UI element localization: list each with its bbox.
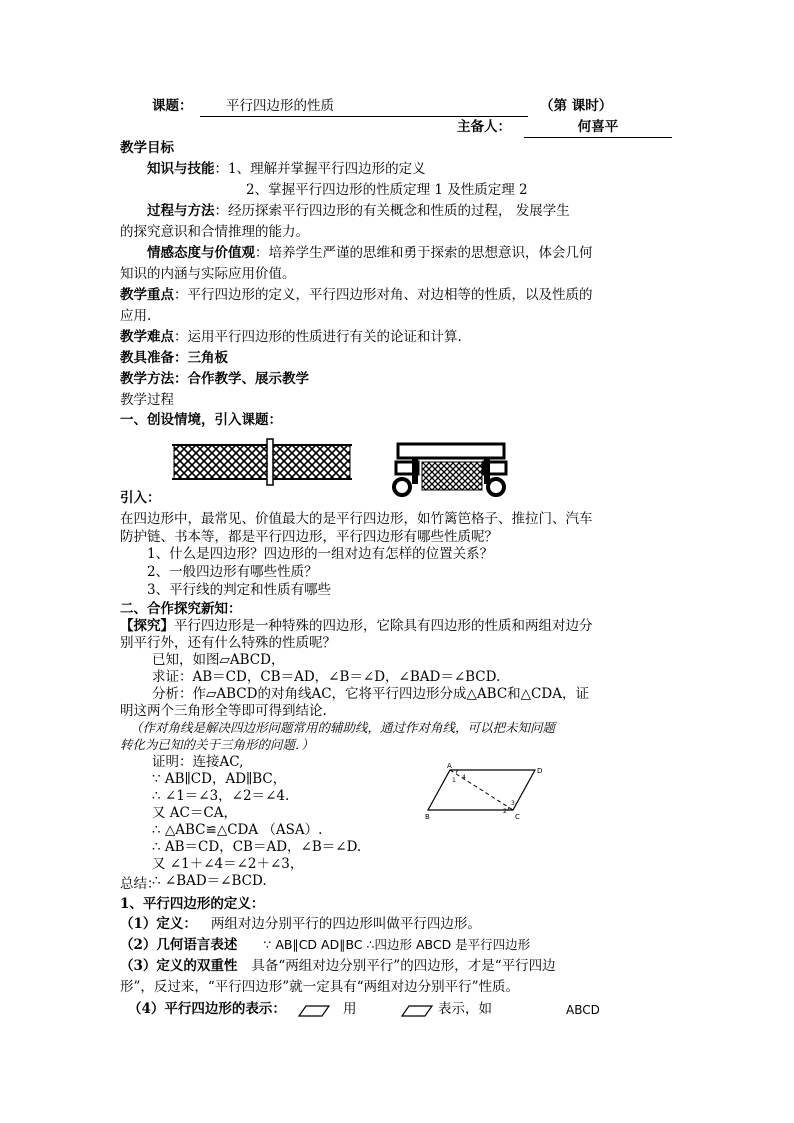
question-3: 3、平行线的判定和性质有哪些	[147, 582, 332, 598]
repr-use: 用	[343, 1001, 357, 1017]
difficulty: ：运用平行四边形的性质进行有关的论证和计算.	[174, 329, 462, 345]
topic-title: 平行四边形的性质	[226, 98, 334, 114]
process-title: 教学过程	[120, 392, 174, 408]
proof-line-4: 又 AC＝CA，	[152, 805, 237, 821]
question-1: 1、什么是四边形？四边形的一组对边有怎样的位置关系？	[147, 546, 494, 562]
explore-a: 平行四边形是一种特殊的四边形，它除具有四边形的性质和两组对边分	[174, 618, 593, 634]
fence-image	[172, 437, 352, 487]
parallelogram-figure	[425, 762, 545, 822]
prove: 求证：AB＝CD，CB＝AD，∠B＝∠D，∠BAD＝∠BCD.	[152, 669, 501, 685]
dual-b: 形”，反过来，“平行四边形”就一定具有“两组对边分别平行”性质。	[120, 979, 520, 995]
proof-line-3: ∴ ∠1＝∠3，∠2＝∠4.	[152, 788, 290, 804]
repr-rest: 表示，如	[438, 1001, 492, 1017]
def-label: （1）定义：	[120, 916, 197, 932]
label-a: A	[447, 762, 452, 770]
preparer-label: 主备人：	[457, 119, 511, 135]
note-a: （作对角线是解决四边形问题常用的辅助线，通过作对角线，可以把未知问题	[130, 720, 556, 735]
emotion-line	[147, 247, 593, 261]
summary-item1: 1、平行四边形的定义：	[120, 896, 265, 912]
geo-label: （2）几何语言表述	[120, 937, 238, 953]
emotion-a: ：培养学生严谨的思维和勇于探索的思想意识，体会几何	[255, 245, 593, 261]
process-line	[147, 205, 570, 219]
intro-p1: 在四边形中，最常见、价值最大的是平行四边形，如竹篱笆格子、推拉门、汽车	[120, 511, 593, 527]
explore-b: 别平行外，还有什么特殊的性质呢？	[120, 635, 336, 651]
proof-line-5: ∴ △ABC≌△CDA （ASA）.	[152, 822, 323, 838]
angle-2: 2	[503, 808, 507, 815]
preparer-name: 何喜平	[524, 121, 672, 138]
knowledge-1: ：1、理解并掌握平行四边形的定义	[214, 161, 426, 177]
repr-label: （4）平行四边形的表示：	[128, 1001, 286, 1017]
analysis-b: 明这两个三角形全等即可得到结论.	[120, 703, 327, 719]
intro-p2: 防护链、书本等，都是平行四边形，平行四边形有哪些性质呢？	[120, 529, 498, 545]
gate-image	[396, 442, 506, 498]
proof-line-1: 证明：连接AC,	[152, 754, 244, 770]
knowledge-line	[147, 163, 426, 177]
intro-label: 引入：	[120, 490, 161, 506]
question-2: 2、一般四边形有哪些性质？	[147, 564, 318, 580]
explore-line	[120, 620, 593, 634]
label-d: D	[537, 767, 543, 775]
process-a: ：经历探索平行四边形的有关概念和性质的过程， 发展学生	[214, 203, 570, 219]
explore-label: 【探究】	[120, 618, 174, 634]
section1-title: 一、创设情境，引入课题：	[120, 412, 282, 428]
goals-title: 教学目标	[120, 140, 174, 156]
geo-text: ∵ AB∥CD AD∥BC ∴四边形 ABCD 是平行四边形	[263, 937, 531, 952]
summary-title: 总结：	[120, 876, 161, 892]
angle-3: 3	[511, 800, 515, 807]
section2-title: 二、合作探究新知：	[120, 601, 242, 617]
analysis-a: 分析：作▱ABCD的对角线AC，它将平行四边形分成△ABC和△CDA，证	[152, 686, 589, 702]
note-b: 转化为已知的关于三角形的问题．）	[120, 737, 314, 752]
parallelogram-symbol-1	[298, 1005, 330, 1017]
focus-line	[120, 289, 593, 303]
dual-a: 具备“两组对边分别平行”的四边形，才是“平行四边	[251, 958, 556, 974]
difficulty-label: 教学难点	[120, 329, 174, 345]
label-b: B	[425, 813, 430, 821]
angle-1: 1	[452, 777, 456, 784]
focus-label: 教学重点	[120, 287, 174, 303]
process-b: 的探究意识和合情推理的能力。	[120, 224, 309, 240]
topic-field	[200, 100, 528, 117]
lesson-number: （第 课时）	[540, 98, 613, 114]
method: 教学方法：合作教学、展示教学	[120, 371, 309, 387]
given: 已知，如图▱ABCD，	[152, 652, 285, 668]
dual-label: （3）定义的双重性	[120, 958, 238, 974]
emotion-b: 知识的内涵与实际应用价值。	[120, 266, 296, 282]
parallelogram-symbol-2	[401, 1005, 433, 1017]
process-label: 过程与方法	[147, 203, 215, 219]
focus-b: 应用.	[120, 308, 152, 324]
proof-line-7: 又 ∠1＋∠4＝∠2＋∠3，	[152, 856, 304, 872]
focus-a: ：平行四边形的定义，平行四边形对角、对边相等的性质，以及性质的	[174, 287, 593, 303]
label-c: C	[515, 813, 520, 821]
proof-line-6: ∴ AB＝CD，CB＝AD，∠B＝∠D.	[152, 839, 362, 855]
tools: 教具准备：三角板	[120, 350, 228, 366]
emotion-label: 情感态度与价值观	[147, 245, 255, 261]
proof-line-8: ∴ ∠BAD＝∠BCD.	[152, 873, 267, 889]
angle-4: 4	[462, 774, 466, 781]
topic-label: 课题：	[152, 98, 193, 114]
difficulty-line	[120, 331, 462, 345]
def-text: 两组对边分别平行的四边形叫做平行四边形。	[210, 916, 481, 932]
knowledge-label: 知识与技能	[147, 161, 215, 177]
knowledge-2: 2、掌握平行四边形的性质定理 1 及性质定理 2	[246, 182, 528, 198]
proof-line-2: ∵ AB∥CD，AD∥BC，	[152, 771, 287, 787]
diagonal-ac	[450, 770, 513, 810]
repr-example: ABCD	[566, 1003, 600, 1017]
